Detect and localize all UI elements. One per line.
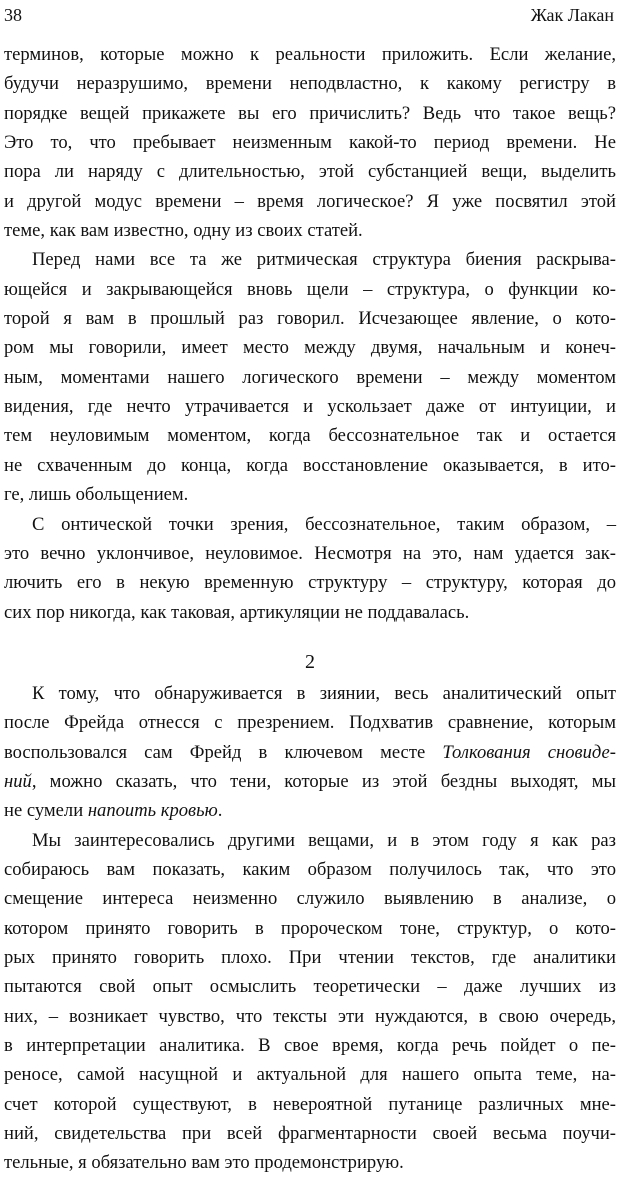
paragraph: [4, 510, 616, 627]
text-line: [4, 796, 616, 825]
page-number: 38: [4, 5, 22, 25]
paragraph: [4, 245, 616, 509]
text-run: .: [217, 800, 223, 822]
text-line: Мы заинтересовались другими вещами, и в этом году я как раз: [32, 829, 616, 851]
text-line: реносе, самой насущной и актуальной для нашего опыта теме, на-: [4, 1064, 616, 1086]
text-line: котором принято говорить в пророческом тоне, структур, о кото-: [4, 917, 616, 939]
text-line: ным, моментами нашего логического времени – между моментом: [4, 366, 616, 388]
paragraph: [4, 679, 616, 826]
text-line: в интерпретации аналитика. В свое время, когда речь пойдет о пе-: [4, 1035, 616, 1056]
text-line: них, – возникает чувство, что тексты эти нуждаются, в свою очередь,: [4, 1005, 616, 1027]
text-line: ром мы говорили, имеет место между двумя, начальным и конеч-: [4, 337, 616, 359]
text-line: К тому, что обнаруживается в зиянии, весь аналитический опыт: [32, 682, 616, 704]
text-line: С онтической точки зрения, бессознательное, таким образом, –: [32, 513, 616, 535]
text-line: собираюсь вам показать, каким образом получилось так, что это: [4, 858, 616, 880]
text-run: не сумели: [4, 800, 88, 822]
section-spacer: [4, 627, 616, 645]
text-line: счет которой существуют, в невероятной путанице различных мне-: [4, 1093, 616, 1115]
section-number: 2: [305, 650, 315, 673]
text-line: будучи неразрушимо, времени неподвластно, к какому регистру в: [4, 73, 616, 95]
italic-phrase: напоить кровью: [87, 800, 218, 822]
text-line: [4, 767, 616, 796]
text-line: это вечно уклончивое, неуловимое. Несмотря на это, нам удается зак-: [4, 542, 616, 564]
text-line: Перед нами все та же ритмическая структура биения раскрыва-: [32, 249, 616, 271]
italic-title: ний: [4, 770, 32, 792]
text-run: воспользовался сам Фрейд в ключевом месте: [4, 741, 443, 763]
text-line: не схваченным до конца, когда восстановление оказывается, в ито-: [4, 454, 616, 476]
italic-title: Толкования сновиде-: [442, 741, 617, 763]
text-line: Это то, что пребывает неизменным какой-то период времени. Не: [4, 132, 616, 154]
text-line: ге, лишь обольщением.: [4, 484, 189, 506]
text-line: ний, свидетельства при всей фрагментарности своей весьма поучи-: [4, 1123, 616, 1145]
text-line: и другой модус времени – время логическое? Я уже посвятил этой: [4, 190, 616, 212]
text-line: порядке вещей прикажете вы его причислить? Ведь что такое вещь?: [4, 102, 616, 124]
text-line: смещение интереса неизменно служило выявлению в анализе, о: [4, 888, 616, 910]
text-line: тем неуловимым моментом, когда бессознательное так и остается: [4, 425, 616, 447]
text-run: , можно сказать, что тени, которые из этой бездны выходят, мы: [31, 770, 616, 792]
text-line: [4, 738, 616, 767]
body-text: [4, 40, 616, 1178]
text-line: пора ли наряду с длительностью, этой субстанцией вещи, выделить: [4, 161, 616, 183]
text-line: пытаются свой опыт осмыслить теоретически – даже лучших из: [4, 976, 616, 998]
text-line: после Фрейда отнесся с презрением. Подхватив сравнение, которым: [4, 712, 616, 734]
running-head: Жак Лакан: [530, 5, 614, 25]
text-line: тельные, я обязательно вам это продемонстрирую.: [4, 1152, 404, 1174]
paragraph: [4, 826, 616, 1178]
paragraph: [4, 40, 616, 245]
text-line: торой я вам в прошлый раз говорил. Исчезающее явление, о кото-: [4, 308, 616, 330]
text-line: теме, как вам известно, одну из своих статей.: [4, 220, 363, 242]
text-line: лючить его в некую временную структуру – структуру, которая до: [4, 572, 616, 594]
text-line: видения, где нечто утрачивается и ускользает даже от интуиции, и: [4, 396, 616, 418]
text-line: сих пор никогда, как таковая, артикуляции не поддавалась.: [4, 601, 470, 623]
text-line: ющейся и закрывающейся вновь щели – структура, о функции ко-: [4, 278, 616, 300]
text-line: рых принято говорить плохо. При чтении текстов, где аналитики: [4, 946, 616, 968]
text-line: терминов, которые можно к реальности приложить. Если желание,: [4, 44, 616, 65]
page-header: [4, 4, 614, 30]
